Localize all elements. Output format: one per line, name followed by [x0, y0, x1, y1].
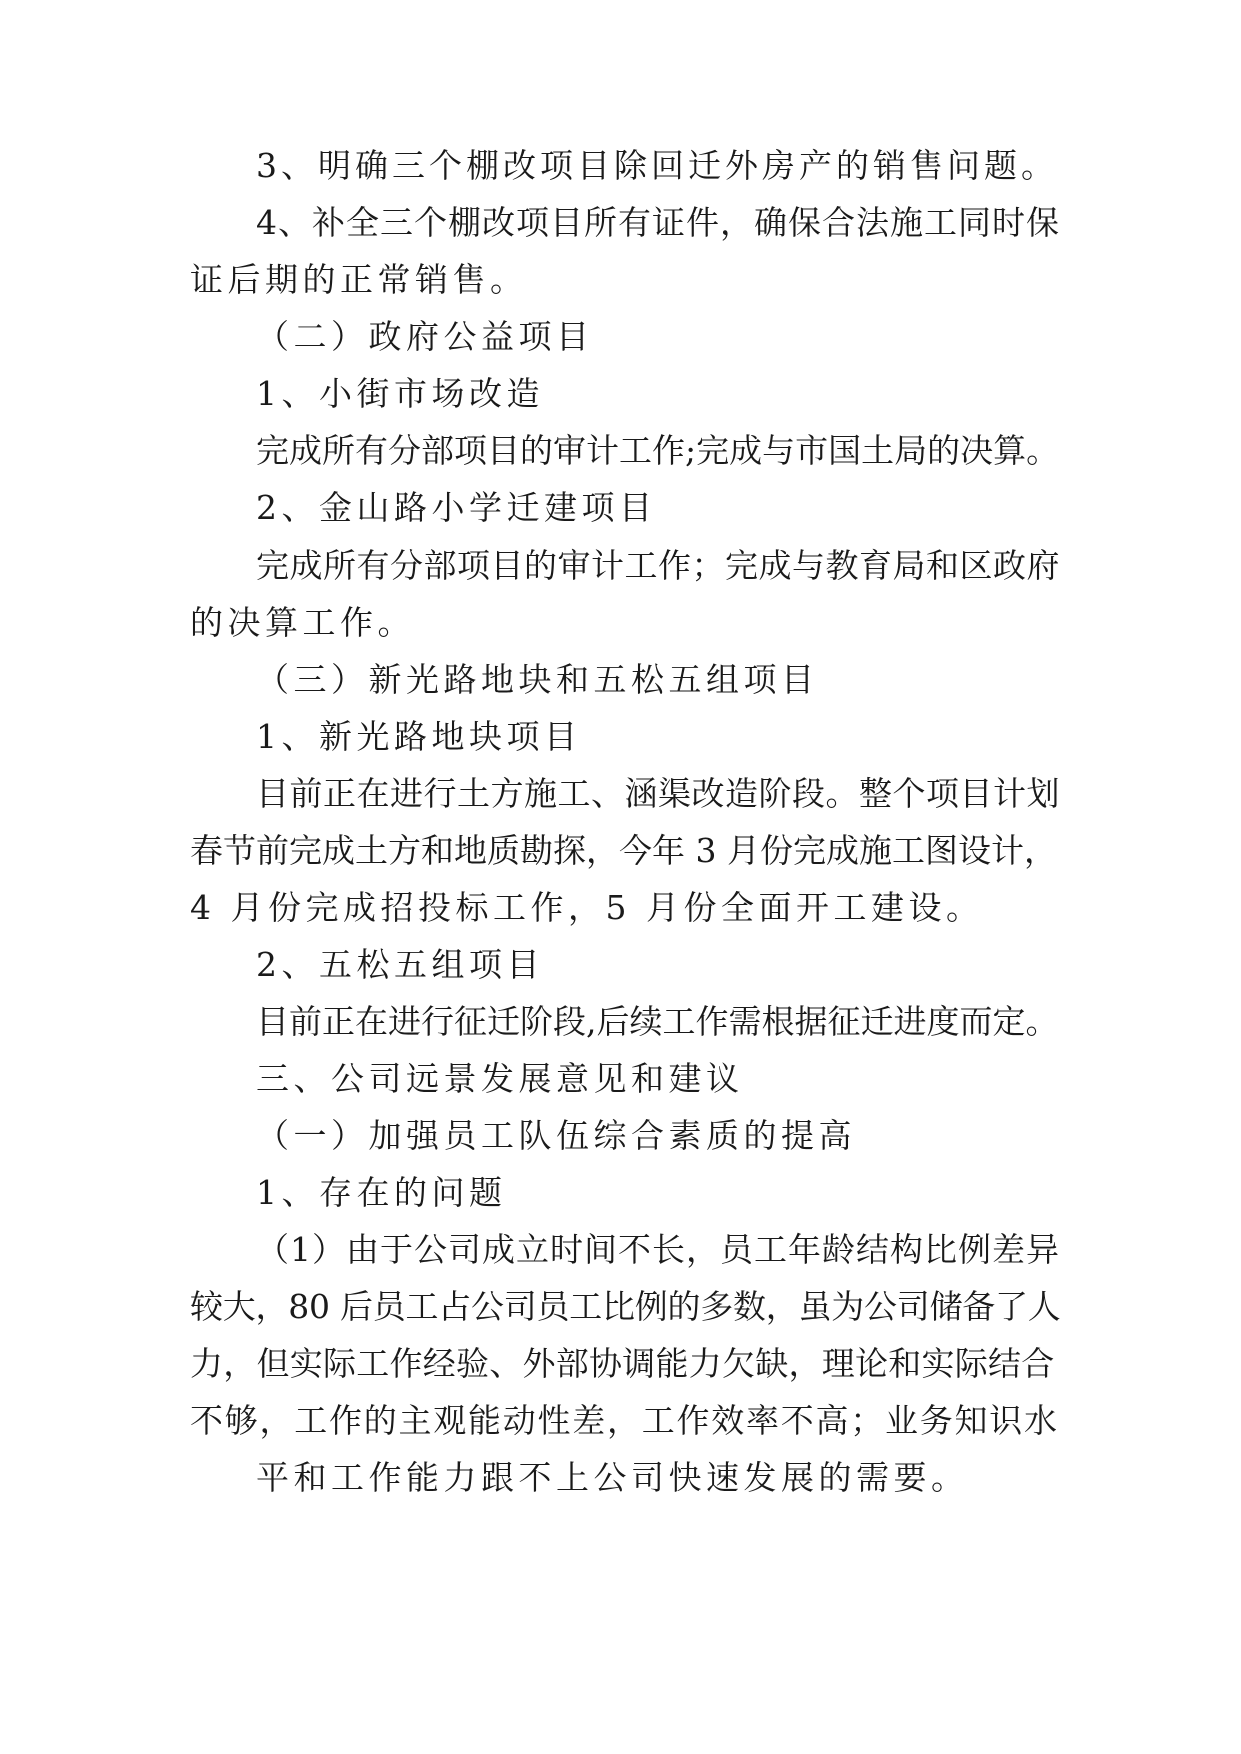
text-line: 完成所有分部项目的审计工作;完成与市国土局的决算。 [256, 431, 1060, 470]
text-line: 目前正在进行征迁阶段,后续工作需根据征迁进度而定。 [256, 1002, 1059, 1041]
text-line: 4 月份完成招投标工作，5 月份全面开工建设。 [190, 888, 984, 927]
chapter-heading: 三、公司远景发展意见和建议 [256, 1059, 744, 1098]
section-heading: （三）新光路地块和五松五组项目 [256, 660, 819, 699]
subsection-heading: 2、金山路小学迁建项目 [256, 488, 657, 527]
subsection-heading: 1、新光路地块项目 [256, 717, 582, 756]
text-line: 春节前完成土方和地质勘探，今年 3 月份完成施工图设计， [190, 831, 1057, 870]
text-line: 完成所有分部项目的审计工作；完成与教育局和区政府 [256, 546, 1060, 585]
text-line: 不够，工作的主观能动性差，工作效率不高；业务知识水 [190, 1401, 1059, 1440]
text-line: （1）由于公司成立时间不长，员工年龄结构比例差异 [256, 1230, 1060, 1269]
subsection-heading: 1、小街市场改造 [256, 374, 544, 413]
text-line: 较大，80 后员工占公司员工比例的多数，虽为公司储备了人 [190, 1287, 1061, 1326]
section-heading: （一）加强员工队伍综合素质的提高 [256, 1116, 856, 1155]
text-line: 平和工作能力跟不上公司快速发展的需要。 [256, 1458, 969, 1497]
subsection-heading: 2、五松五组项目 [256, 945, 544, 984]
text-line: 力，但实际工作经验、外部协调能力欠缺，理论和实际结合 [190, 1344, 1055, 1383]
text-line: 3、明确三个棚改项目除回迁外房产的销售问题。 [256, 146, 1058, 185]
text-line: 4、补全三个棚改项目所有证件，确保合法施工同时保 [256, 203, 1060, 242]
text-line: 目前正在进行土方施工、涵渠改造阶段。整个项目计划 [256, 774, 1060, 813]
subsection-heading: 1、存在的问题 [256, 1173, 507, 1212]
text-line: 证后期的正常销售。 [190, 260, 528, 299]
section-heading: （二）政府公益项目 [256, 317, 594, 356]
text-line: 的决算工作。 [190, 603, 415, 642]
